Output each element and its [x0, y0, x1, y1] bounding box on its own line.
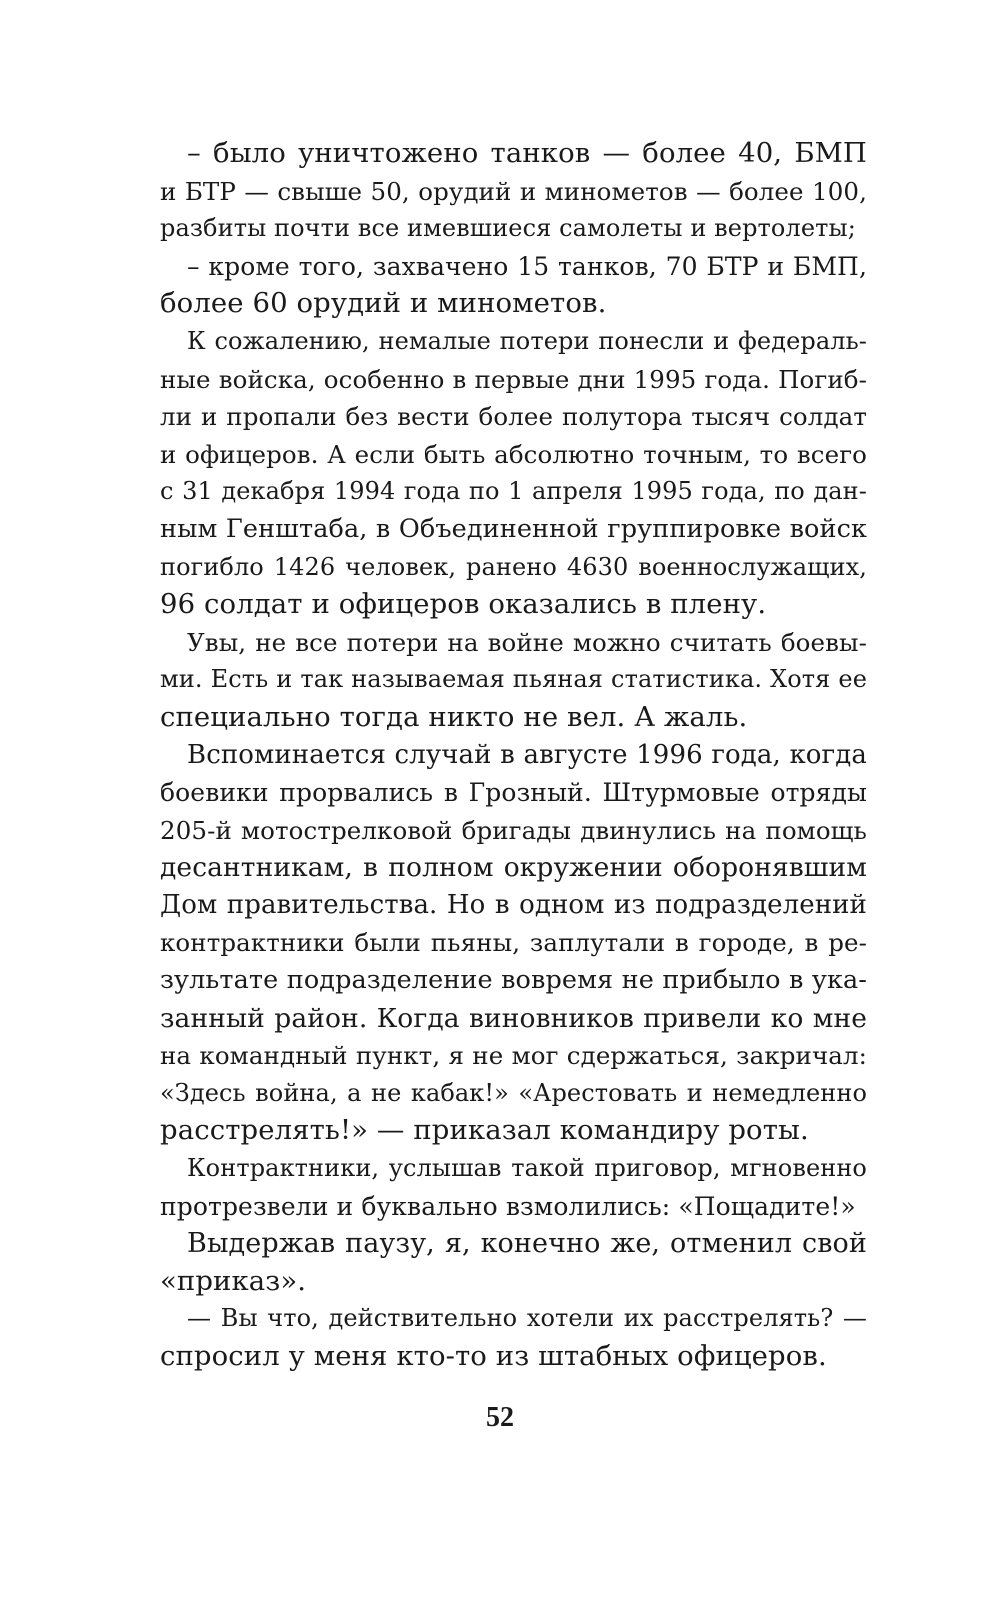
text-line: К сожалению, немалые потери понесли и федераль- [187, 326, 867, 355]
text-line: погибло 1426 человек, ранено 4630 военнослужащих, [160, 552, 867, 581]
text-line: Контрактники, услышав такой приговор, мгновенно [187, 1154, 867, 1183]
text-line: Увы, не все потери на войне можно считать боевы- [187, 627, 867, 657]
text-line: с 31 декабря 1994 года по 1 апреля 1995 года, по дан- [160, 477, 867, 506]
text-line: ми. Есть и так называемая пьяная статистика. Хотя ее [160, 665, 867, 694]
text-line: ным Генштаба, в Объединенной группировке войск [160, 513, 867, 544]
text-line: спросил у меня кто-то из штабных офицеров. [160, 1340, 827, 1372]
page-number: 52 [486, 1402, 514, 1433]
text-line: занный район. Когда виновников привели ко мне [160, 1002, 867, 1034]
text-line: 205-й мотострелковой бригады двинулись на помощь [160, 815, 867, 845]
text-line: более 60 орудий и минометов. [160, 287, 607, 320]
text-line: разбиты почти все имевшиеся самолеты и вертолеты; [160, 214, 856, 243]
text-line: зультате подразделение вовремя не прибыло в ука- [160, 965, 867, 996]
text-line: Выдержав паузу, я, конечно же, отменил свой [187, 1228, 867, 1260]
text-line: Вспоминается случай в августе 1996 года, когда [187, 739, 867, 770]
text-line: протрезвели и буквально взмолились: «Пощадите!» [160, 1191, 856, 1221]
page-body [160, 135, 867, 1376]
text-line: – кроме того, захвачено 15 танков, 70 БТР и БМП, [187, 251, 867, 281]
text-line: 96 солдат и офицеров оказались в плену. [160, 588, 767, 621]
text-line: и офицеров. А если быть абсолютно точным, то всего [160, 439, 867, 469]
text-line: «приказ». [160, 1264, 307, 1297]
text-line: ные войска, особенно в первые дни 1995 года. Погиб- [160, 364, 867, 394]
text-line: ли и пропали без вести более полутора тысяч солдат [160, 402, 867, 432]
text-line: десантникам, в полном окружении оборонявшим [160, 852, 867, 884]
text-line: на командный пункт, я не мог сдержаться, закричал: [160, 1041, 867, 1071]
text-line: «Здесь война, а не кабак!» «Арестовать и немедленно [160, 1078, 867, 1107]
text-line: — Вы что, действительно хотели их расстрелять? — [187, 1304, 867, 1333]
text-line: Дом правительства. Но в одном из подразделений [160, 889, 867, 920]
text-line: специально тогда никто не вел. А жаль. [160, 700, 748, 733]
text-line: – было уничтожено танков — более 40, БМП [187, 137, 867, 169]
text-line: контрактники были пьяны, заплутали в городе, в ре- [160, 928, 867, 958]
text-line: боевики прорвались в Грозный. Штурмовые отряды [160, 778, 867, 808]
text-line: и БТР — свыше 50, орудий и минометов — более 100, [160, 176, 867, 206]
text-line: расстрелять!» — приказал командиру роты. [160, 1114, 809, 1147]
